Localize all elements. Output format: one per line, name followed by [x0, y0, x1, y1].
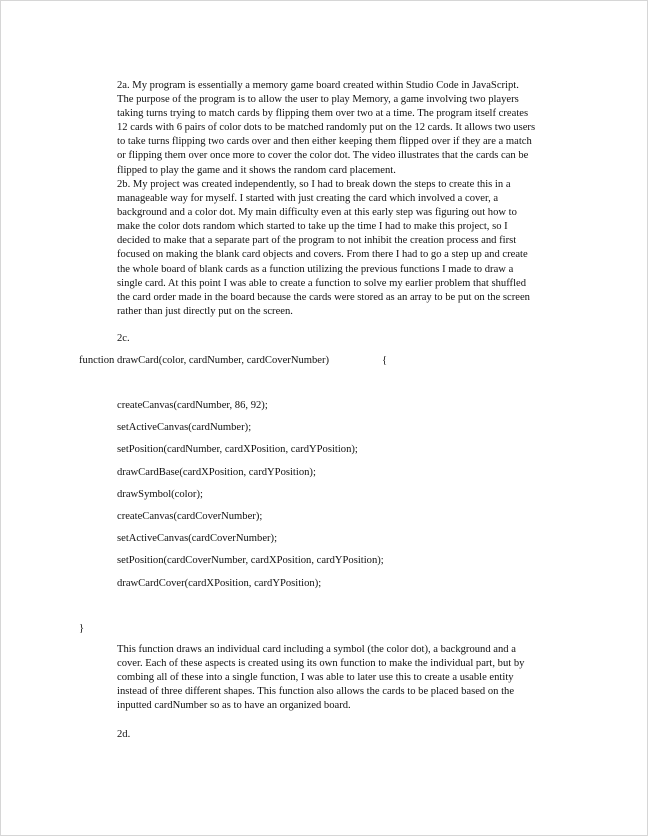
- section-2c-description: This function draws an individual card including a symbol (the color dot), a background and a cover. Each of these aspects is created using its own function to make the individual part, but by combing all of these into a single function, I was able to later use this to create a usable entity instead of three different shapes. This function also allows the cards to be placed based on the inputted cardNumber so as to have an organized board.: [117, 644, 525, 712]
- section-2c-label: 2c.: [117, 333, 130, 344]
- section-2d-label: 2d.: [117, 729, 131, 740]
- function-header: function drawCard(color, cardNumber, cardCoverNumber): [79, 355, 330, 366]
- code-line: setPosition(cardCoverNumber, cardXPosition, cardYPosition);: [117, 555, 384, 566]
- code-line: createCanvas(cardNumber, 86, 92);: [117, 400, 268, 411]
- open-brace: {: [382, 355, 388, 366]
- close-brace: }: [79, 623, 85, 634]
- code-line: drawSymbol(color);: [117, 489, 203, 500]
- section-2a-paragraph: 2a. My program is essentially a memory game board created within Studio Code in JavaScript. The purpose of the program is to allow the user to play Memory, a game involving two players taking turns trying to match cards by flipping them over two at a time. The program itself creates 12 cards with 6 pairs of color dots to be matched randomly put on the 12 cards. It allows two users to take turns flipping two cards over and then either keeping them flipped over if they are a match or flipping them over once more to cover the color dot. The video illustrates that the cards can be flipped to play the game and it shows the random card placement.: [117, 80, 536, 176]
- code-line: drawCardBase(cardXPosition, cardYPosition);: [117, 467, 316, 478]
- code-line: createCanvas(cardCoverNumber);: [117, 511, 263, 522]
- code-line: setActiveCanvas(cardCoverNumber);: [117, 533, 278, 544]
- code-line: setPosition(cardNumber, cardXPosition, cardYPosition);: [117, 444, 358, 455]
- code-line: drawCardCover(cardXPosition, cardYPosition);: [117, 578, 322, 589]
- section-2b-paragraph: 2b. My project was created independently, so I had to break down the steps to create this in a manageable way for myself. I started with just creating the card which involved a cover, a background and a color dot. My main difficulty even at this early step was figuring out how to make the color dots random which started to take up the time I had to make this project, so I decided to make that a separate part of the program to not inhibit the creation process and first focused on making the blank card objects and covers. From there I had to go a step up and create the whole board of blank cards as a function utilizing the previous functions I made to draw a single card. At this point I was able to create a function to solve my earlier problem that shuffled the card order made in the board because the cards were stored as an array to be put on the screen rather than just directly put on the screen.: [117, 179, 530, 317]
- code-line: setActiveCanvas(cardNumber);: [117, 422, 252, 433]
